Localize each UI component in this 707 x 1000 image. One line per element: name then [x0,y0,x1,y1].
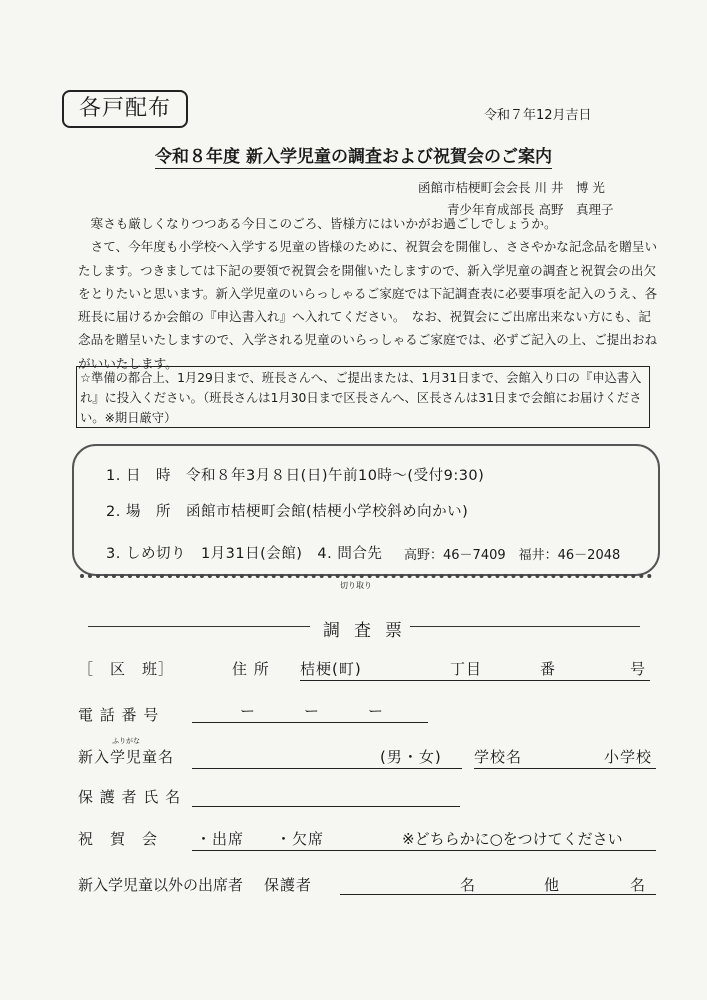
sender-chairman: 函館市桔梗町会会長 川 井 博 光 [418,180,605,195]
guardian-field[interactable] [192,806,460,807]
address-go: 号 [630,660,647,678]
others-other: 他 [544,876,561,894]
gender-options[interactable]: (男・女) [380,748,442,766]
phone-label: 電 話 番 号 [78,706,160,724]
phone-dashes: ー ー ー [240,702,385,720]
others-guardian: 保護者 [264,876,313,894]
event-deadline: 3. しめ切り 1月31日(会館) 4. 問合先 [106,546,383,562]
issue-date: 令和７年12月吉日 [484,108,592,123]
page-title [0,142,707,167]
phone-field[interactable] [192,722,428,723]
school-label: 学校名 [474,748,523,766]
others-field[interactable] [340,894,656,895]
greeting-body [78,212,658,375]
guardian-label: 保 護 者 氏 名 [78,788,182,806]
address-label: 住 所 [232,660,270,678]
party-label: 祝 賀 会 [78,830,159,848]
event-venue: 2. 場 所 函館市桔梗町会館(桔梗小学校斜め向かい) [106,504,469,520]
survey-title: 調査票 [323,621,416,641]
party-field[interactable] [192,850,656,851]
event-datetime: 1. 日 時 令和８年3月８日(日)午前10時～(受付9:30) [106,468,485,484]
school-suffix: 小学校 [604,748,653,766]
greeting-paragraph: 寒さも厳しくなりつつある今日このごろ、皆様方にはいかがお過ごしでしょうか。 [78,216,557,231]
school-field[interactable] [474,768,656,769]
contact-numbers-text: 高野：46－7409 福井：46－2048 [404,548,621,563]
address-field[interactable] [300,680,650,681]
deadline-note: ☆準備の都合上、1月29日まで、班長さんへ、ご提出または、1月31日まで、会館入り口の『申込書入れ』に投入ください。（班長さんは1月30日まで区長さんへ、区長さんは31日まで会館にお届けください。※期日厳守） [76,366,650,428]
others-count-2: 名 [630,876,647,894]
page-title-text: 令和８年度 新入学児童の調査および祝賀会のご案内 [155,147,552,167]
attend-options[interactable]: ・出席 ・欠席 [196,830,325,848]
cut-label: 切り取り [340,581,372,590]
district-label: ［ 区 班］ [78,660,175,678]
party-note: ※どちらかに○をつけてください [402,830,623,848]
sender-youth-head: 青少年育成部長 高野 真理子 [447,202,614,217]
others-label: 新入学児童以外の出席者 [78,876,244,894]
distribution-badge: 各戸配布 [62,90,188,128]
child-name-ruby: ふりがな [112,737,140,745]
address-town: 桔梗(町) [300,660,362,678]
announcement-paragraph: さて、今年度も小学校へ入学する児童の皆様のために、祝賀会を開催し、ささやかな記念品を贈呈いたします。つきましては下記の要領で祝賀会を開催いたしますので、新入学児童の調査と祝賀会の出欠をとりたいと思います。新入学児童のいらっしゃるご家庭では下記調査表に必要事項を記入のうえ、各班長に届けるか会館の『申込書入れ』へ入れてください。 なお、祝賀会にご出席出来ない方にも、記念品を贈呈いたしますので、入学される児童のいらっしゃるご家庭では、必ずご記入の上、ご提出おねがいいたします。 [78,239,658,371]
address-chome: 丁目 [450,660,483,678]
address-ban: 番 [540,660,557,678]
child-name-label: 新入学児童名 [78,748,175,766]
others-count-1: 名 [460,876,477,894]
title-rule-right [410,626,640,627]
child-name-field[interactable] [192,768,462,769]
title-rule-left [88,626,310,627]
contact-numbers [404,544,620,563]
